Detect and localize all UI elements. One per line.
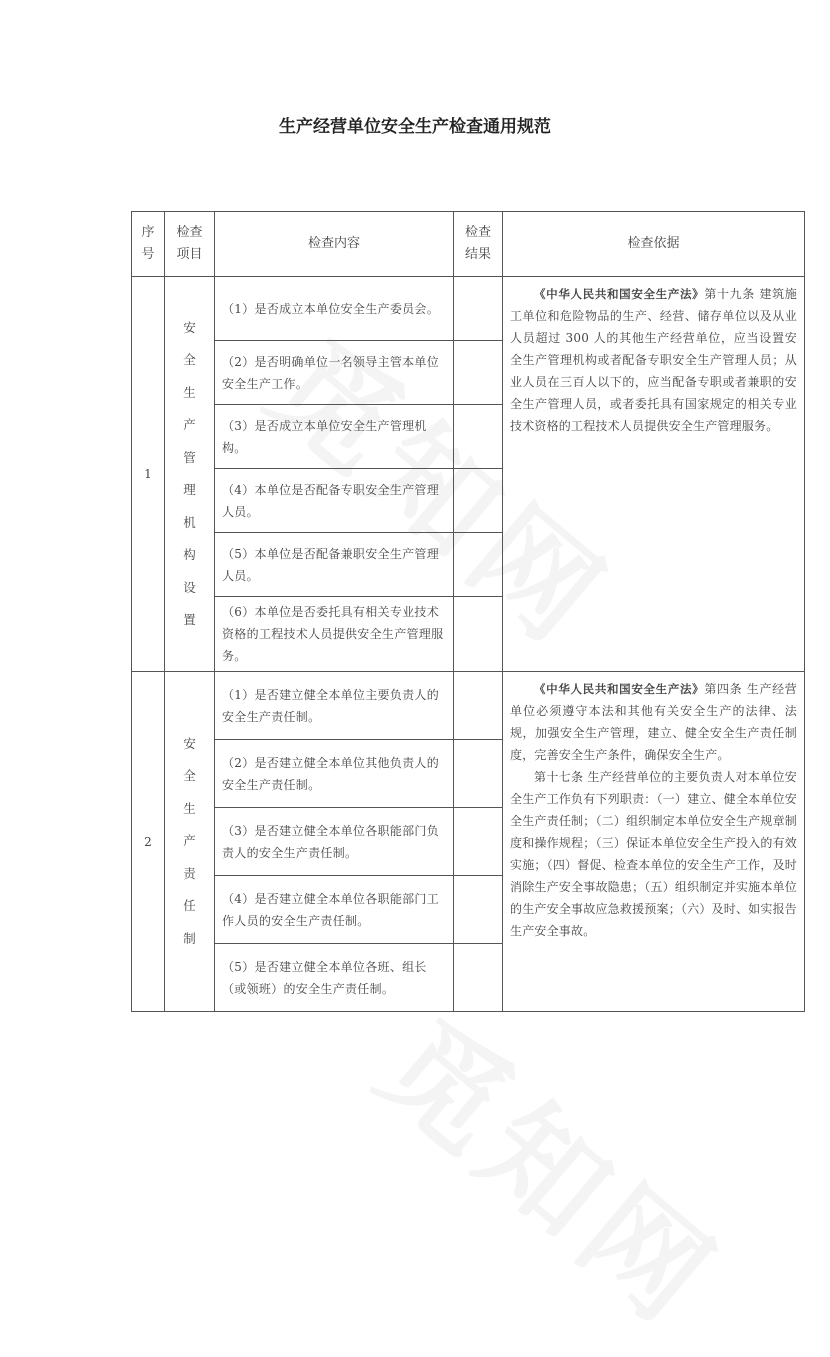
law-name: 《中华人民共和国安全生产法》 [534,287,705,301]
result-cell[interactable] [454,876,503,944]
header-item: 检查项目 [165,212,215,277]
inspection-table [131,211,805,1012]
basis-cell [503,672,805,1012]
content-cell: （1）是否建立健全本单位主要负责人的安全生产责任制。 [215,672,454,740]
basis-text: 第四条 生产经营单位必须遵守本法和其他有关安全生产的法律、法规，加强安全生产管理，建立、健全安全生产责任制度，完善安全生产条件，确保安全生产。 [510,682,797,762]
result-cell[interactable] [454,277,503,341]
header-row [132,212,805,277]
basis-text: 第十九条 建筑施工单位和危险物品的生产、经营、储存单位以及从业人员超过 300 人的其他生产经营单位，应当设置安全生产管理机构或者配备专职安全生产管理人员；从业人员在三百人以下的，应当配备专职或者兼职的安全生产管理人员，或者委托具有国家规定的相关专业技术资格的工程技术人员提供安全生产管理服务。 [510,287,797,433]
item-char: 构 [183,547,196,562]
header-basis: 检查依据 [503,212,805,277]
result-cell[interactable] [454,469,503,533]
item-char: 任 [183,898,196,914]
item-char: 管 [183,449,196,465]
item-char: 产 [183,833,196,849]
content-cell: （3）是否建立健全本单位各职能部门负责人的安全生产责任制。 [215,808,454,876]
result-cell[interactable] [454,808,503,876]
table-row [132,672,805,740]
result-cell[interactable] [454,944,503,1012]
page-title: 生产经营单位安全生产检查通用规范 [279,117,551,137]
item-char: 理 [183,482,196,497]
basis-cell [503,277,805,672]
basis-paragraph [510,678,797,766]
result-cell[interactable] [454,405,503,469]
item-char: 安 [183,735,196,751]
table-row [132,277,805,341]
result-cell[interactable] [454,533,503,597]
seq-cell: 1 [132,277,165,672]
content-cell: （5）本单位是否配备兼职安全生产管理人员。 [215,533,454,597]
item-char: 生 [183,384,196,400]
item-char: 安 [183,319,196,335]
item-cell [165,277,215,672]
item-char: 机 [183,514,196,530]
item-char: 产 [183,417,196,432]
result-cell[interactable] [454,341,503,405]
content-cell: （2）是否建立健全本单位其他负责人的安全生产责任制。 [215,740,454,808]
item-char: 责 [183,865,196,881]
content-cell: （1）是否成立本单位安全生产委员会。 [215,277,454,341]
basis-paragraph: 第十七条 生产经营单位的主要负责人对本单位安全生产工作负有下列职责：（一）建立、健全本单位安全生产责任制；（二）组织制定本单位安全生产规章制度和操作规程；（三）保证本单位安全生产投入的有效实施；（四）督促、检查本单位的安全生产工作，及时消除生产安全事故隐患；（五）组织制定并实施本单位的生产安全事故应急救援预案；（六）及时、如实报告生产安全事故。 [510,770,797,938]
header-seq: 序号 [132,212,165,277]
result-cell[interactable] [454,597,503,672]
item-char: 全 [183,768,196,784]
item-char: 生 [183,800,196,816]
header-content: 检查内容 [215,212,454,277]
content-cell: （6）本单位是否委托具有相关专业技术资格的工程技术人员提供安全生产管理服务。 [215,597,454,672]
item-char: 置 [183,612,196,627]
content-cell: （4）本单位是否配备专职安全生产管理人员。 [215,469,454,533]
content-cell: （4）是否建立健全本单位各职能部门工作人员的安全生产责任制。 [215,876,454,944]
content-cell: （3）是否成立本单位安全生产管理机构。 [215,405,454,469]
seq-cell: 2 [132,672,165,1012]
item-char: 制 [183,930,196,946]
result-cell[interactable] [454,740,503,808]
content-cell: （2）是否明确单位一名领导主管本单位安全生产工作。 [215,341,454,405]
content-cell: （5）是否建立健全本单位各班、组长（或领班）的安全生产责任制。 [215,944,454,1012]
basis-paragraph [510,283,797,437]
result-cell[interactable] [454,672,503,740]
item-char: 全 [183,352,196,367]
header-result: 检查结果 [454,212,503,277]
item-cell [165,672,215,1012]
item-char: 设 [183,579,196,595]
law-name: 《中华人民共和国安全生产法》 [534,682,705,696]
watermark-bottom [350,975,759,1357]
